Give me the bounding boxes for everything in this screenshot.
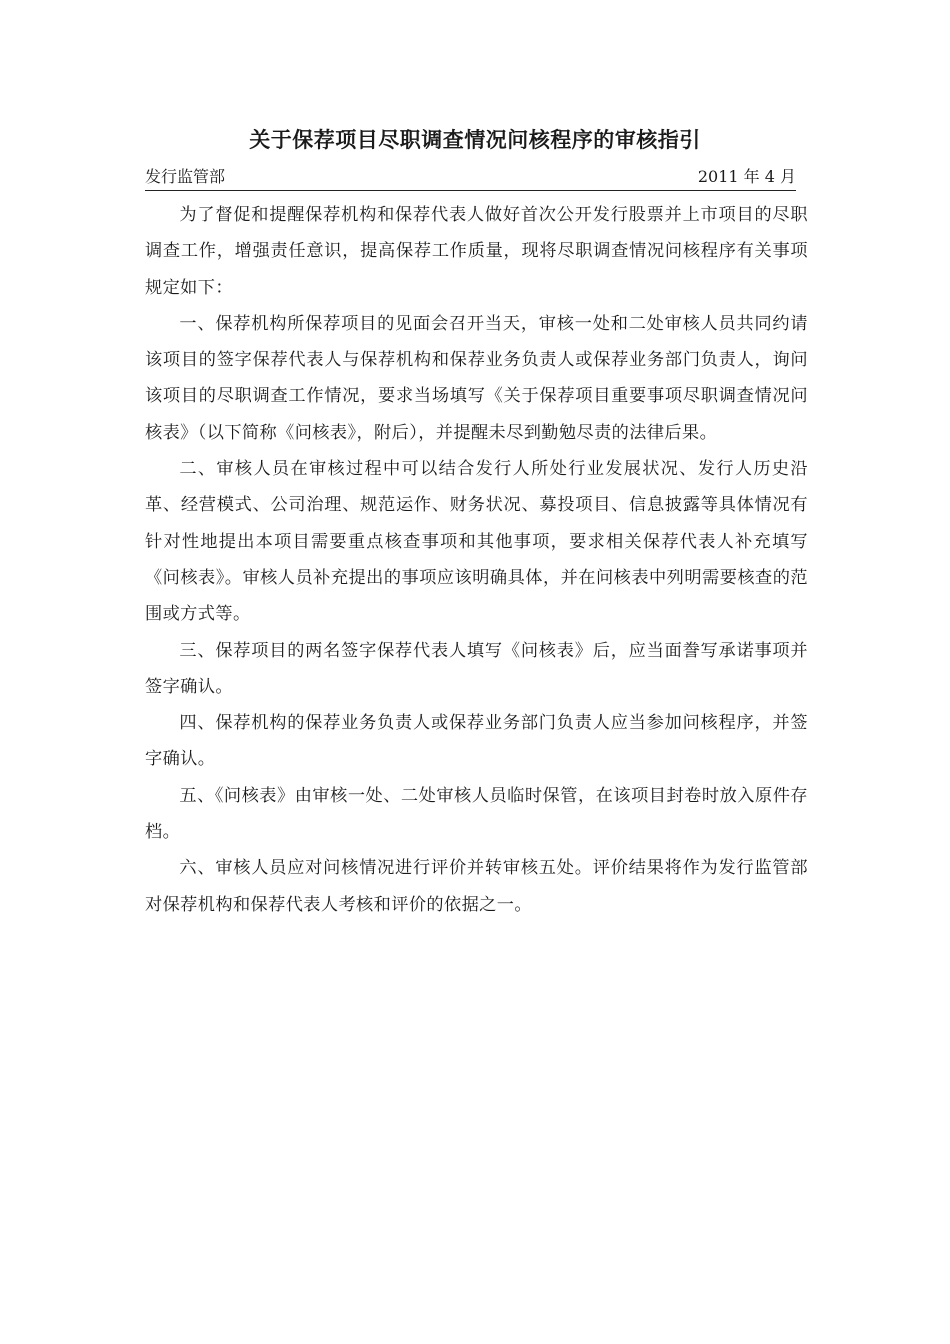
paragraph-item-2: 二、审核人员在审核过程中可以结合发行人所处行业发展状况、发行人历史沿革、经营模式、公司治理、规范运作、财务状况、募投项目、信息披露等具体情况有针对性地提出本项目需要重点核查事项和其他事项，要求相关保荐代表人补充填写《问核表》。审核人员补充提出的事项应该明确具体，并在问核表中列明需要核查的范围或方式等。 — [145, 459, 808, 625]
document-body — [145, 197, 808, 923]
paragraph-item-1: 一、保荐机构所保荐项目的见面会召开当天，审核一处和二处审核人员共同约请该项目的签字保荐代表人与保荐机构和保荐业务负责人或保荐业务部门负责人，询问该项目的尽职调查工作情况，要求当场填写《关于保荐项目重要事项尽职调查情况问核表》（以下简称《问核表》，附后），并提醒未尽到勤勉尽责的法律后果。 — [145, 313, 808, 443]
document-title: 关于保荐项目尽职调查情况问核程序的审核指引 — [249, 128, 701, 152]
paragraph-item-5: 五、《问核表》由审核一处、二处审核人员临时保管，在该项目封卷时放入原件存档。 — [145, 785, 808, 843]
paragraph-intro: 为了督促和提醒保荐机构和保荐代表人做好首次公开发行股票并上市项目的尽职调查工作，增强责任意识，提高保荐工作质量，现将尽职调查情况问核程序有关事项规定如下： — [145, 205, 808, 298]
document-meta-line — [145, 163, 796, 191]
issuing-department: 发行监管部 — [145, 167, 226, 186]
paragraph-item-4: 四、保荐机构的保荐业务负责人或保荐业务部门负责人应当参加问核程序，并签字确认。 — [145, 713, 808, 770]
paragraph-item-3: 三、保荐项目的两名签字保荐代表人填写《问核表》后，应当面誊写承诺事项并签字确认。 — [145, 640, 808, 697]
issue-date: 2011 年 4 月 — [697, 167, 796, 186]
paragraph-item-6: 六、审核人员应对问核情况进行评价并转审核五处。评价结果将作为发行监管部对保荐机构和保荐代表人考核和评价的依据之一。 — [145, 858, 808, 915]
